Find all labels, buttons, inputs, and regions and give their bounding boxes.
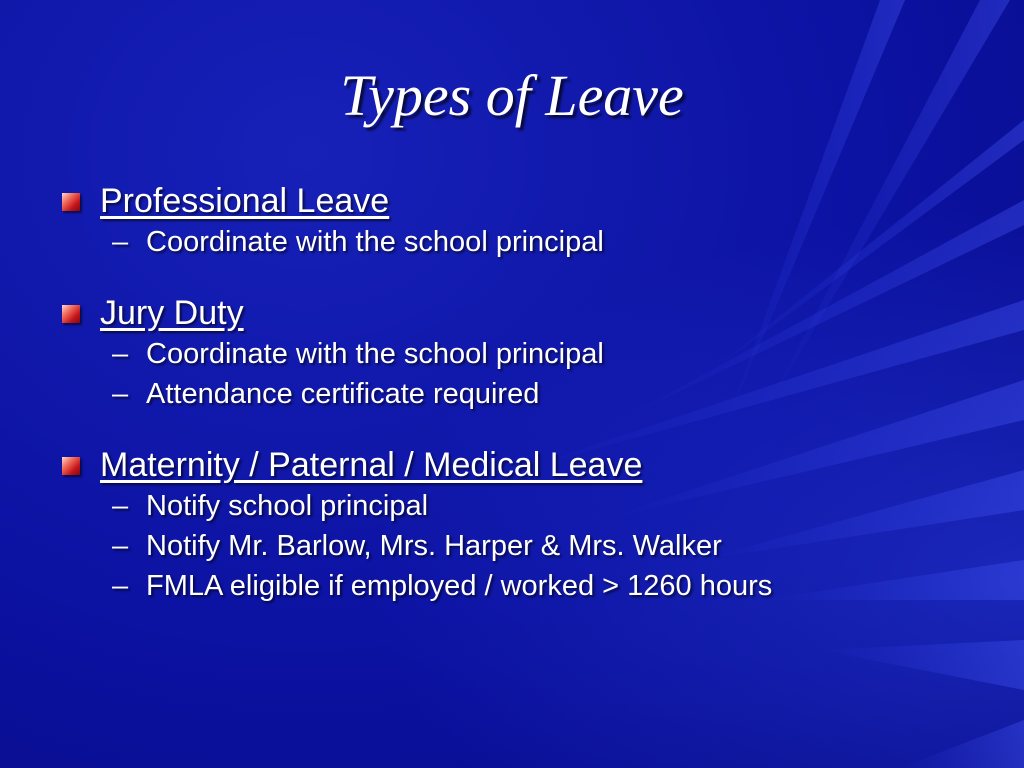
sub-bullet-text: Notify Mr. Barlow, Mrs. Harper & Mrs. Walker xyxy=(146,530,722,562)
dash-icon: – xyxy=(112,570,129,602)
dash-icon: – xyxy=(112,226,129,258)
bullet-heading xyxy=(62,444,1002,486)
sub-bullet xyxy=(62,374,1002,414)
sub-bullet-text: Coordinate with the school principal xyxy=(146,338,604,370)
bullet-heading xyxy=(62,292,1002,334)
sub-bullet xyxy=(62,526,1002,566)
red-square-bullet-icon xyxy=(62,193,80,211)
bullet-list xyxy=(62,180,1002,636)
heading-label: Jury Duty xyxy=(100,294,244,332)
sub-bullet-text: Notify school principal xyxy=(146,490,429,522)
heading-label: Professional Leave xyxy=(100,182,390,220)
sub-bullet xyxy=(62,566,1002,606)
dash-icon: – xyxy=(112,490,129,522)
bullet-heading xyxy=(62,180,1002,222)
section-jury-duty xyxy=(62,292,1002,414)
red-square-bullet-icon xyxy=(62,305,80,323)
red-square-bullet-icon xyxy=(62,457,80,475)
sub-bullet xyxy=(62,334,1002,374)
sub-bullet xyxy=(62,486,1002,526)
dash-icon: – xyxy=(112,378,129,410)
dash-icon: – xyxy=(112,530,129,562)
slide-title: Types of Leave xyxy=(340,63,684,128)
section-maternity-leave xyxy=(62,444,1002,606)
dash-icon: – xyxy=(112,338,129,370)
sub-bullet-text: FMLA eligible if employed / worked > 1260 hours xyxy=(146,570,773,602)
sub-bullet-text: Coordinate with the school principal xyxy=(146,226,604,258)
heading-label: Maternity / Paternal / Medical Leave xyxy=(100,446,643,484)
sub-bullet xyxy=(62,222,1002,262)
sub-bullet-text: Attendance certificate required xyxy=(146,378,540,410)
section-professional-leave xyxy=(62,180,1002,262)
